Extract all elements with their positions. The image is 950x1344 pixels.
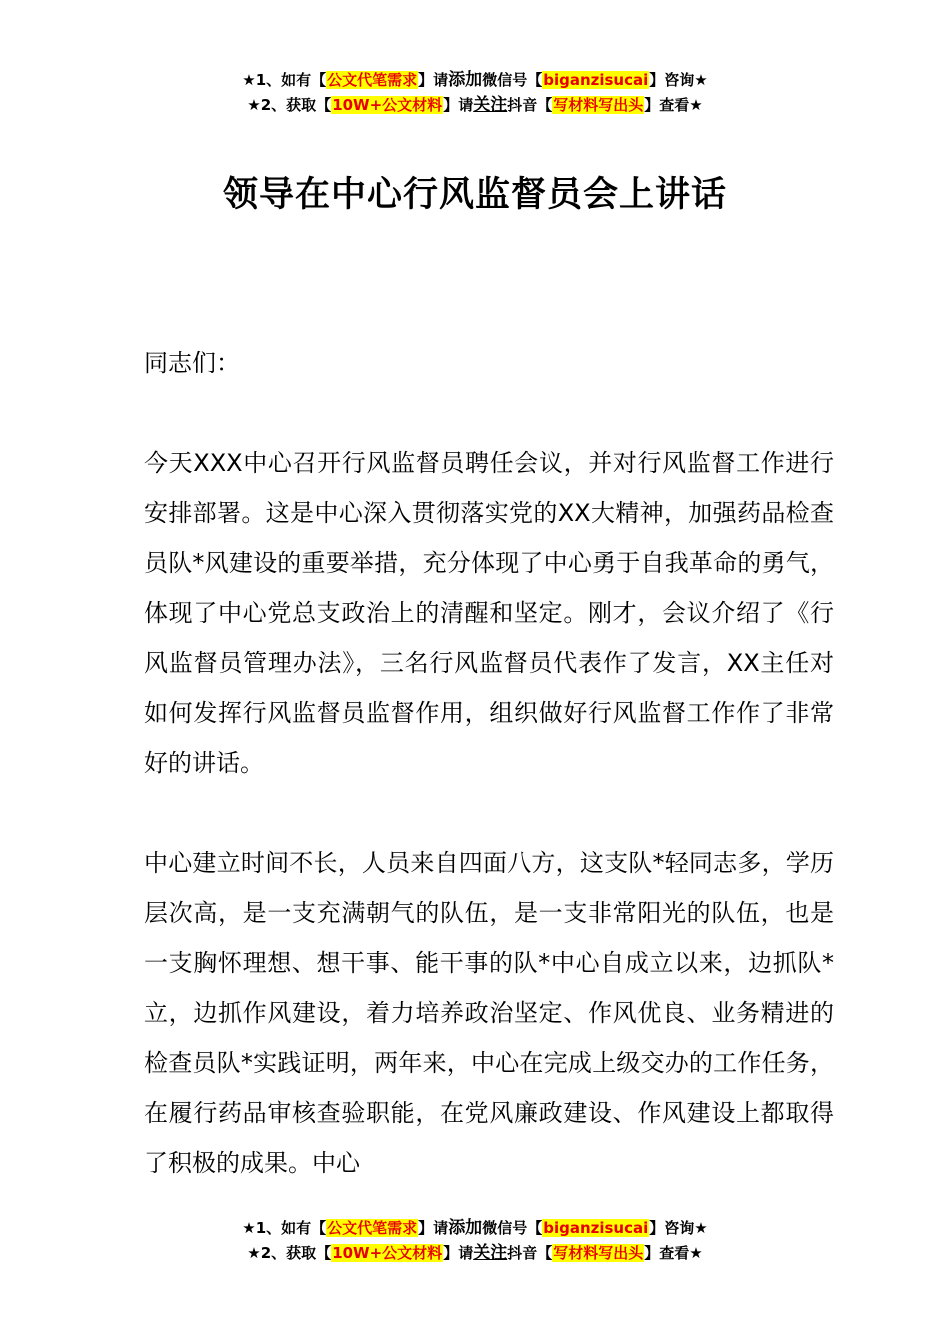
paragraph-1: 今天XXX中心召开行风监督员聘任会议，并对行风监督工作进行安排部署。这是中心深入贯彻落实党的XX大精神，加强药品检查员队*风建设的重要举措，充分体现了中心勇于自我革命的勇气，体现了中心党总支政治上的清醒和坚定。刚才，会议介绍了《行风监督员管理办法》，三名行风监督员代表作了发言，XX主任对如何发挥行风监督员监督作用，组织做好行风监督工作作了非常好的讲话。 [144, 449, 834, 777]
promo-highlight-service: 公文代笔需求 [327, 71, 418, 89]
promo-line-2 [0, 93, 950, 118]
promo-highlight-materials: 10W+公文材料 [332, 96, 443, 114]
document-body [144, 338, 834, 1238]
document-title: 领导在中心行风监督员会上讲话 [222, 175, 727, 216]
promo-text: 抖音【 [507, 96, 553, 114]
promo-text: 】查看★ [644, 1244, 703, 1262]
promo-highlight-service: 公文代笔需求 [327, 1219, 418, 1237]
paragraph-2: 中心建立时间不长，人员来自四面八方，这支队*轻同志多，学历层次高，是一支充满朝气的队伍，是一支非常阳光的队伍，也是一支胸怀理想、想干事、能干事的队*中心自成立以来，边抓队*立，边抓作风建设，着力培养政治坚定、作风优良、业务精进的检查员队*实践证明，两年来，中心在完成上级交办的工作任务，在履行药品审核查验职能，在党风廉政建设、作风建设上都取得了积极的成果。中心 [144, 849, 834, 1177]
promo-highlight-douyin: 写材料写出头 [553, 96, 644, 114]
promo-emphasis: 添加 [448, 1218, 483, 1238]
promo-highlight-materials: 10W+公文材料 [332, 1244, 443, 1262]
greeting: 同志们： [144, 349, 240, 377]
promo-text: 】咨询★ [649, 1219, 708, 1237]
promo-text: 微信号【 [482, 1219, 543, 1237]
promo-text: 抖音【 [507, 1244, 553, 1262]
promo-text: 】查看★ [644, 96, 703, 114]
promo-text: 微信号【 [482, 71, 543, 89]
promo-text: 】请 [443, 96, 474, 114]
promo-highlight-douyin: 写材料写出头 [553, 1244, 644, 1262]
promo-highlight-wechat: biganzisucai [543, 71, 649, 89]
promo-line-2 [0, 1241, 950, 1266]
promo-text: 】咨询★ [649, 71, 708, 89]
promo-emphasis: 关注 [473, 1243, 508, 1263]
promo-text: 】请 [443, 1244, 474, 1262]
promo-text: ★1、如有【 [242, 1219, 327, 1237]
promo-emphasis: 关注 [473, 95, 508, 115]
promo-highlight-wechat: biganzisucai [543, 1219, 649, 1237]
promo-line-1 [0, 68, 950, 93]
promo-banner-top [0, 68, 950, 118]
promo-banner-bottom [0, 1216, 950, 1266]
promo-text: ★2、获取【 [247, 1244, 332, 1262]
promo-text: ★1、如有【 [242, 71, 327, 89]
promo-emphasis: 添加 [448, 70, 483, 90]
promo-line-1 [0, 1216, 950, 1241]
promo-text: ★2、获取【 [247, 96, 332, 114]
promo-text: 】请 [418, 71, 449, 89]
promo-text: 】请 [418, 1219, 449, 1237]
